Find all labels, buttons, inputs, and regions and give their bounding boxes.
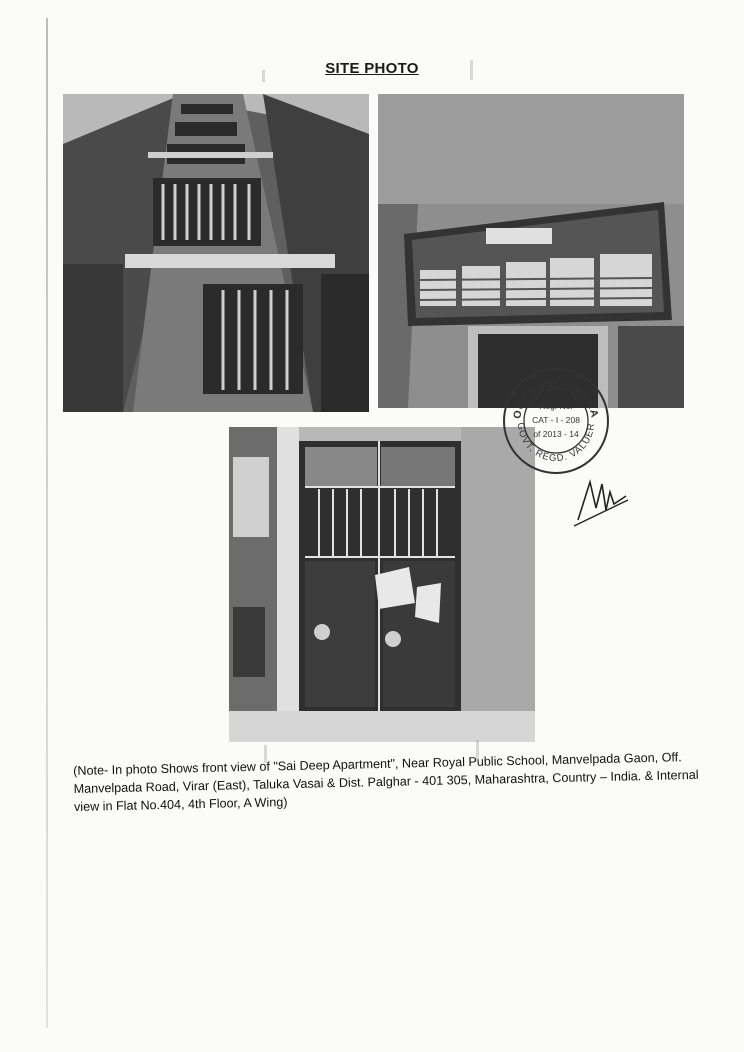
building-facade-icon <box>63 94 369 412</box>
name-board-photo <box>378 94 684 408</box>
stamp-year: of 2013 - 14 <box>533 429 579 439</box>
stamp-name: OGESH R. VANKA <box>511 377 601 420</box>
page-title: SITE PHOTO <box>325 60 419 77</box>
valuer-stamp <box>500 365 612 477</box>
scan-speck <box>264 745 267 763</box>
name-board-icon <box>378 94 684 408</box>
stamp-seal-icon <box>500 365 612 477</box>
scan-speck <box>470 60 473 80</box>
scan-speck <box>262 70 265 82</box>
flat-door-photo <box>229 427 535 742</box>
valuer-signature <box>570 470 630 530</box>
stamp-reg-label: Reg. No. <box>539 401 573 411</box>
signature-icon <box>570 470 630 530</box>
stamp-reg-no: CAT - I - 208 <box>532 415 580 425</box>
photo-note: (Note- In photo Shows front view of "Sai Deep Apartment", Near Royal Public School, Manvelpada Gaon, Off. Manvelpada Road, Virar (East), Taluka Vasai & Dist. Palghar - 401 305, Maharashtra, Country – India. & Internal view in Flat No.404, 4th Floor, A Wing) <box>73 750 699 814</box>
page-margin-line <box>46 18 48 1028</box>
flat-door-icon <box>229 427 535 742</box>
scan-speck <box>476 740 479 762</box>
svg-text:YOGESH R. VANKAR <box>500 365 601 420</box>
stamp-title: GOVT. REGD. VALUER <box>514 422 598 465</box>
building-front-photo <box>63 94 369 412</box>
